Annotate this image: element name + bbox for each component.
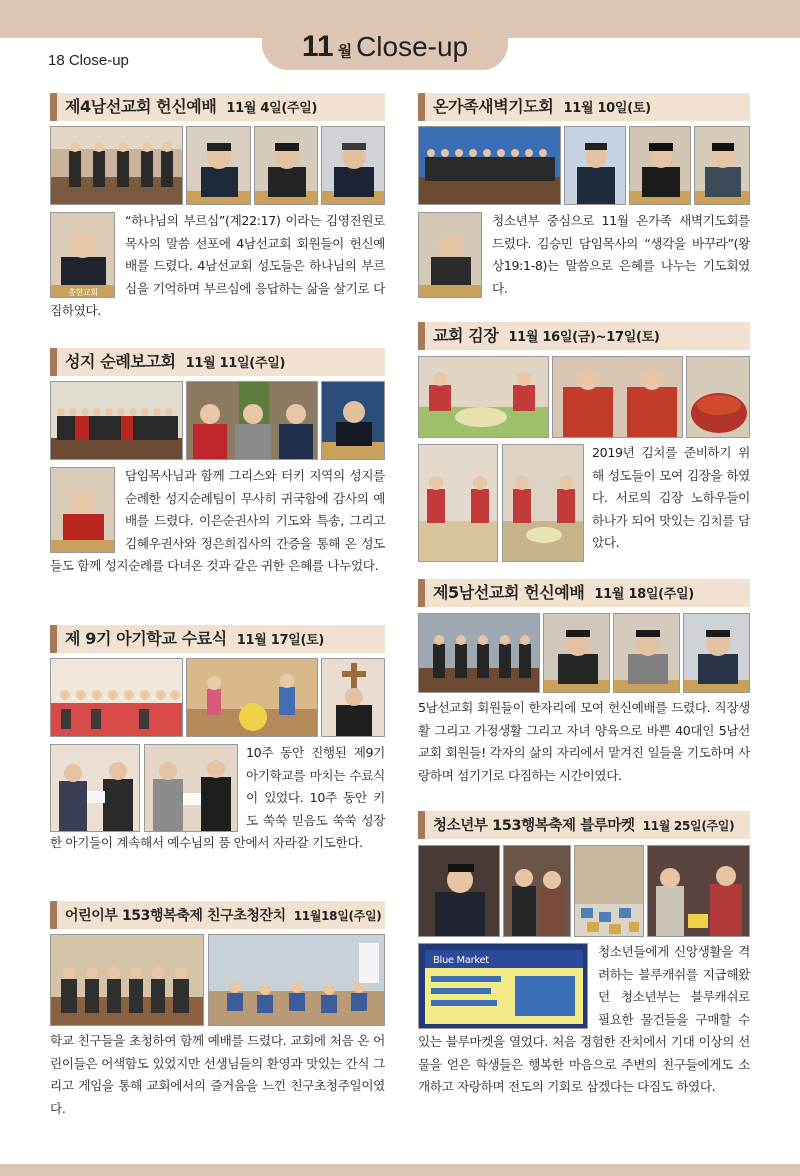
photo-kimjang-3 bbox=[686, 356, 750, 438]
photo-baby-school-play bbox=[186, 658, 318, 737]
photo-men5-speaker-1 bbox=[543, 613, 610, 693]
section-body-blue-market bbox=[418, 941, 750, 1099]
photo-kimjang-1 bbox=[418, 356, 549, 438]
photo-blue-market-1 bbox=[418, 845, 500, 937]
section-body-pilgrimage bbox=[50, 465, 385, 578]
photo-kids-festival-front bbox=[50, 934, 204, 1026]
photo-men5-speaker-2 bbox=[613, 613, 680, 693]
photo-group-kimjang bbox=[418, 444, 584, 562]
section-body-baby-school bbox=[50, 742, 385, 855]
section-body-text: 2019년 김치를 준비하기 위해 성도들이 모여 김장을 하였다. 서로의 김장 노하우들이 하나가 되어 맛있는 김치를 담았다. bbox=[592, 445, 750, 550]
pulpit-text: 충현교회 bbox=[68, 288, 98, 297]
section-date: 11월 11일(주일) bbox=[185, 356, 286, 371]
photo-men5-speaker-3 bbox=[683, 613, 750, 693]
photo-kimjang-5 bbox=[502, 444, 584, 562]
photo-pilgrimage-testimony bbox=[50, 467, 115, 553]
section-body-text: 청소년부 중심으로 11월 온가족 새벽기도회를 드렸다. 김승민 담임목사의 “생각을 바꾸라”(왕상19:1-8)는 말씀으로 은혜를 나누는 기도회였다. bbox=[492, 213, 750, 296]
photo-blue-market-4 bbox=[647, 845, 750, 937]
photo-diploma-2 bbox=[144, 744, 238, 832]
section-body-text: “하나님의 부르심”(계22:17) 이라는 김영진원로목사의 말씀 선포에 4남선교회 회원들이 헌신예배를 드렸다. 4남선교회 성도들은 하나님의 부르심을 기억하며 부르심에 응답하는 삶을 살기로 다짐하였다. bbox=[50, 213, 385, 318]
page-label: 18 Close-up bbox=[48, 52, 129, 69]
photo-pastor-emeritus bbox=[50, 212, 115, 298]
photo-baby-school-pastor bbox=[321, 658, 385, 737]
section-body-dawn-prayer bbox=[418, 210, 750, 300]
photo-pilgrimage-group bbox=[50, 381, 183, 460]
photo-kimjang-4 bbox=[418, 444, 498, 562]
header-month-suffix: 월 bbox=[337, 42, 353, 60]
photo-blue-market-3 bbox=[574, 845, 644, 937]
banner-label: Blue Market bbox=[433, 955, 489, 966]
section-date: 11월18일(주일) bbox=[293, 909, 382, 923]
photo-dawn-prayer-speaker bbox=[418, 212, 482, 298]
photo-diploma-1 bbox=[50, 744, 140, 832]
section-date: 11월 10일(토) bbox=[563, 101, 651, 116]
header-month-number: 11 bbox=[301, 30, 334, 63]
section-title-dawn-prayer bbox=[418, 93, 750, 121]
photo-men4-choir bbox=[50, 126, 183, 205]
bottom-band bbox=[0, 1164, 800, 1176]
section-title-pilgrimage bbox=[50, 348, 385, 376]
section-body-men4 bbox=[50, 210, 385, 323]
section-heading: 어린이부 153행복축제 친구초청잔치 bbox=[65, 908, 286, 924]
section-date: 11월 16일(금)~17일(토) bbox=[508, 330, 660, 345]
photo-dawn-prayer-youth-2 bbox=[694, 126, 750, 205]
section-body-kimjang bbox=[418, 442, 750, 562]
page-header bbox=[262, 24, 508, 70]
section-heading: 제 9기 아기학교 수료식 bbox=[65, 629, 227, 648]
section-title-men5 bbox=[418, 579, 750, 607]
photo-dawn-prayer-group bbox=[418, 126, 561, 205]
section-date: 11월 4일(주일) bbox=[226, 101, 318, 116]
photo-men4-speaker-2 bbox=[254, 126, 318, 205]
photo-pilgrimage-singers bbox=[186, 381, 318, 460]
photo-blue-market-banner bbox=[418, 943, 588, 1029]
photo-kimjang-2 bbox=[552, 356, 683, 438]
photo-men4-speaker-3 bbox=[321, 126, 385, 205]
section-title-men4 bbox=[50, 93, 385, 121]
section-heading: 제4남선교회 헌신예배 bbox=[65, 97, 217, 116]
section-heading: 제5남선교회 헌신예배 bbox=[433, 583, 585, 602]
photo-pilgrimage-speaker bbox=[321, 381, 385, 460]
section-heading: 청소년부 153행복축제 블루마켓 bbox=[433, 818, 635, 834]
section-date: 11월 25일(주일) bbox=[642, 819, 735, 833]
section-body-text: 청소년들에게 신앙생활을 격려하는 블루캐쉬를 지급해왔던 청소년부는 블루캐쉬로 필요한 물건들을 구매할 수 있는 블루마켓을 열었다. 처음 경험한 잔치에서 기대 이상의 선물을 얻은 학생들은 행복한 마음으로 주변의 친구들에게도 소개하고 자랑하며 전도의 기회로 삼겠다는 다짐도 하였다. bbox=[418, 944, 750, 1094]
section-heading: 온가족새벽기도회 bbox=[433, 97, 554, 116]
section-title-kimjang bbox=[418, 322, 750, 350]
photo-dawn-prayer-youth-1 bbox=[629, 126, 691, 205]
section-heading: 성지 순례보고회 bbox=[65, 352, 176, 371]
photo-dawn-prayer-pastor bbox=[564, 126, 626, 205]
header-word: Close-up bbox=[356, 31, 469, 62]
section-body-text: 10주 동안 진행된 제9기 아기학교를 마치는 수료식이 있었다. 10주 동안 키도 쑥쑥 믿음도 쑥쑥 성장한 아기들이 계속해서 예수님의 품 안에서 자라갈 기도한다. bbox=[50, 745, 385, 850]
section-title-blue-market bbox=[418, 811, 750, 839]
photo-baby-school-group bbox=[50, 658, 183, 737]
photo-blue-market-2 bbox=[503, 845, 571, 937]
section-date: 11월 17일(토) bbox=[236, 633, 325, 648]
photo-men5-choir bbox=[418, 613, 540, 693]
section-heading: 교회 김장 bbox=[433, 326, 499, 345]
section-title-baby-school bbox=[50, 625, 385, 653]
section-body-men5: 5남선교회 회원들이 한자리에 모여 헌신예배를 드렸다. 직장생활 그리고 가정생활 그리고 자녀 양육으로 바쁜 40대인 5남선교회 회원들! 각자의 삶의 자리에서 맡겨진 일들을 기도하며 사랑하며 섬기기로 다짐하는 시간이였다. bbox=[418, 700, 750, 783]
section-date: 11월 18일(주일) bbox=[594, 587, 694, 602]
photo-kids-festival-game bbox=[208, 934, 385, 1026]
photo-men4-speaker-1 bbox=[186, 126, 251, 205]
photo-group-diplomas bbox=[50, 744, 238, 832]
section-title-kids-festival bbox=[50, 901, 385, 929]
section-body-text: 담임목사님과 함께 그리스와 터키 지역의 성지를 순례한 성지순례팀이 무사히 귀국함에 감사의 예배를 드렸다. 이은순권사의 기도와 특송, 그리고 김혜우권사와 정은희집사의 간증을 통해 온 성도들도 함께 성지순례를 다녀온 것과 같은 귀한 은혜를 나누었다. bbox=[50, 468, 385, 573]
section-body-kids-festival: 학교 친구들을 초청하여 함께 예배를 드렸다. 교회에 처음 온 어린이들은 어색함도 있었지만 선생님들의 환영과 맛있는 간식 그리고 게임을 통해 교회에서의 즐거움을 느낀 친구초청주일이였다. bbox=[50, 1033, 385, 1116]
